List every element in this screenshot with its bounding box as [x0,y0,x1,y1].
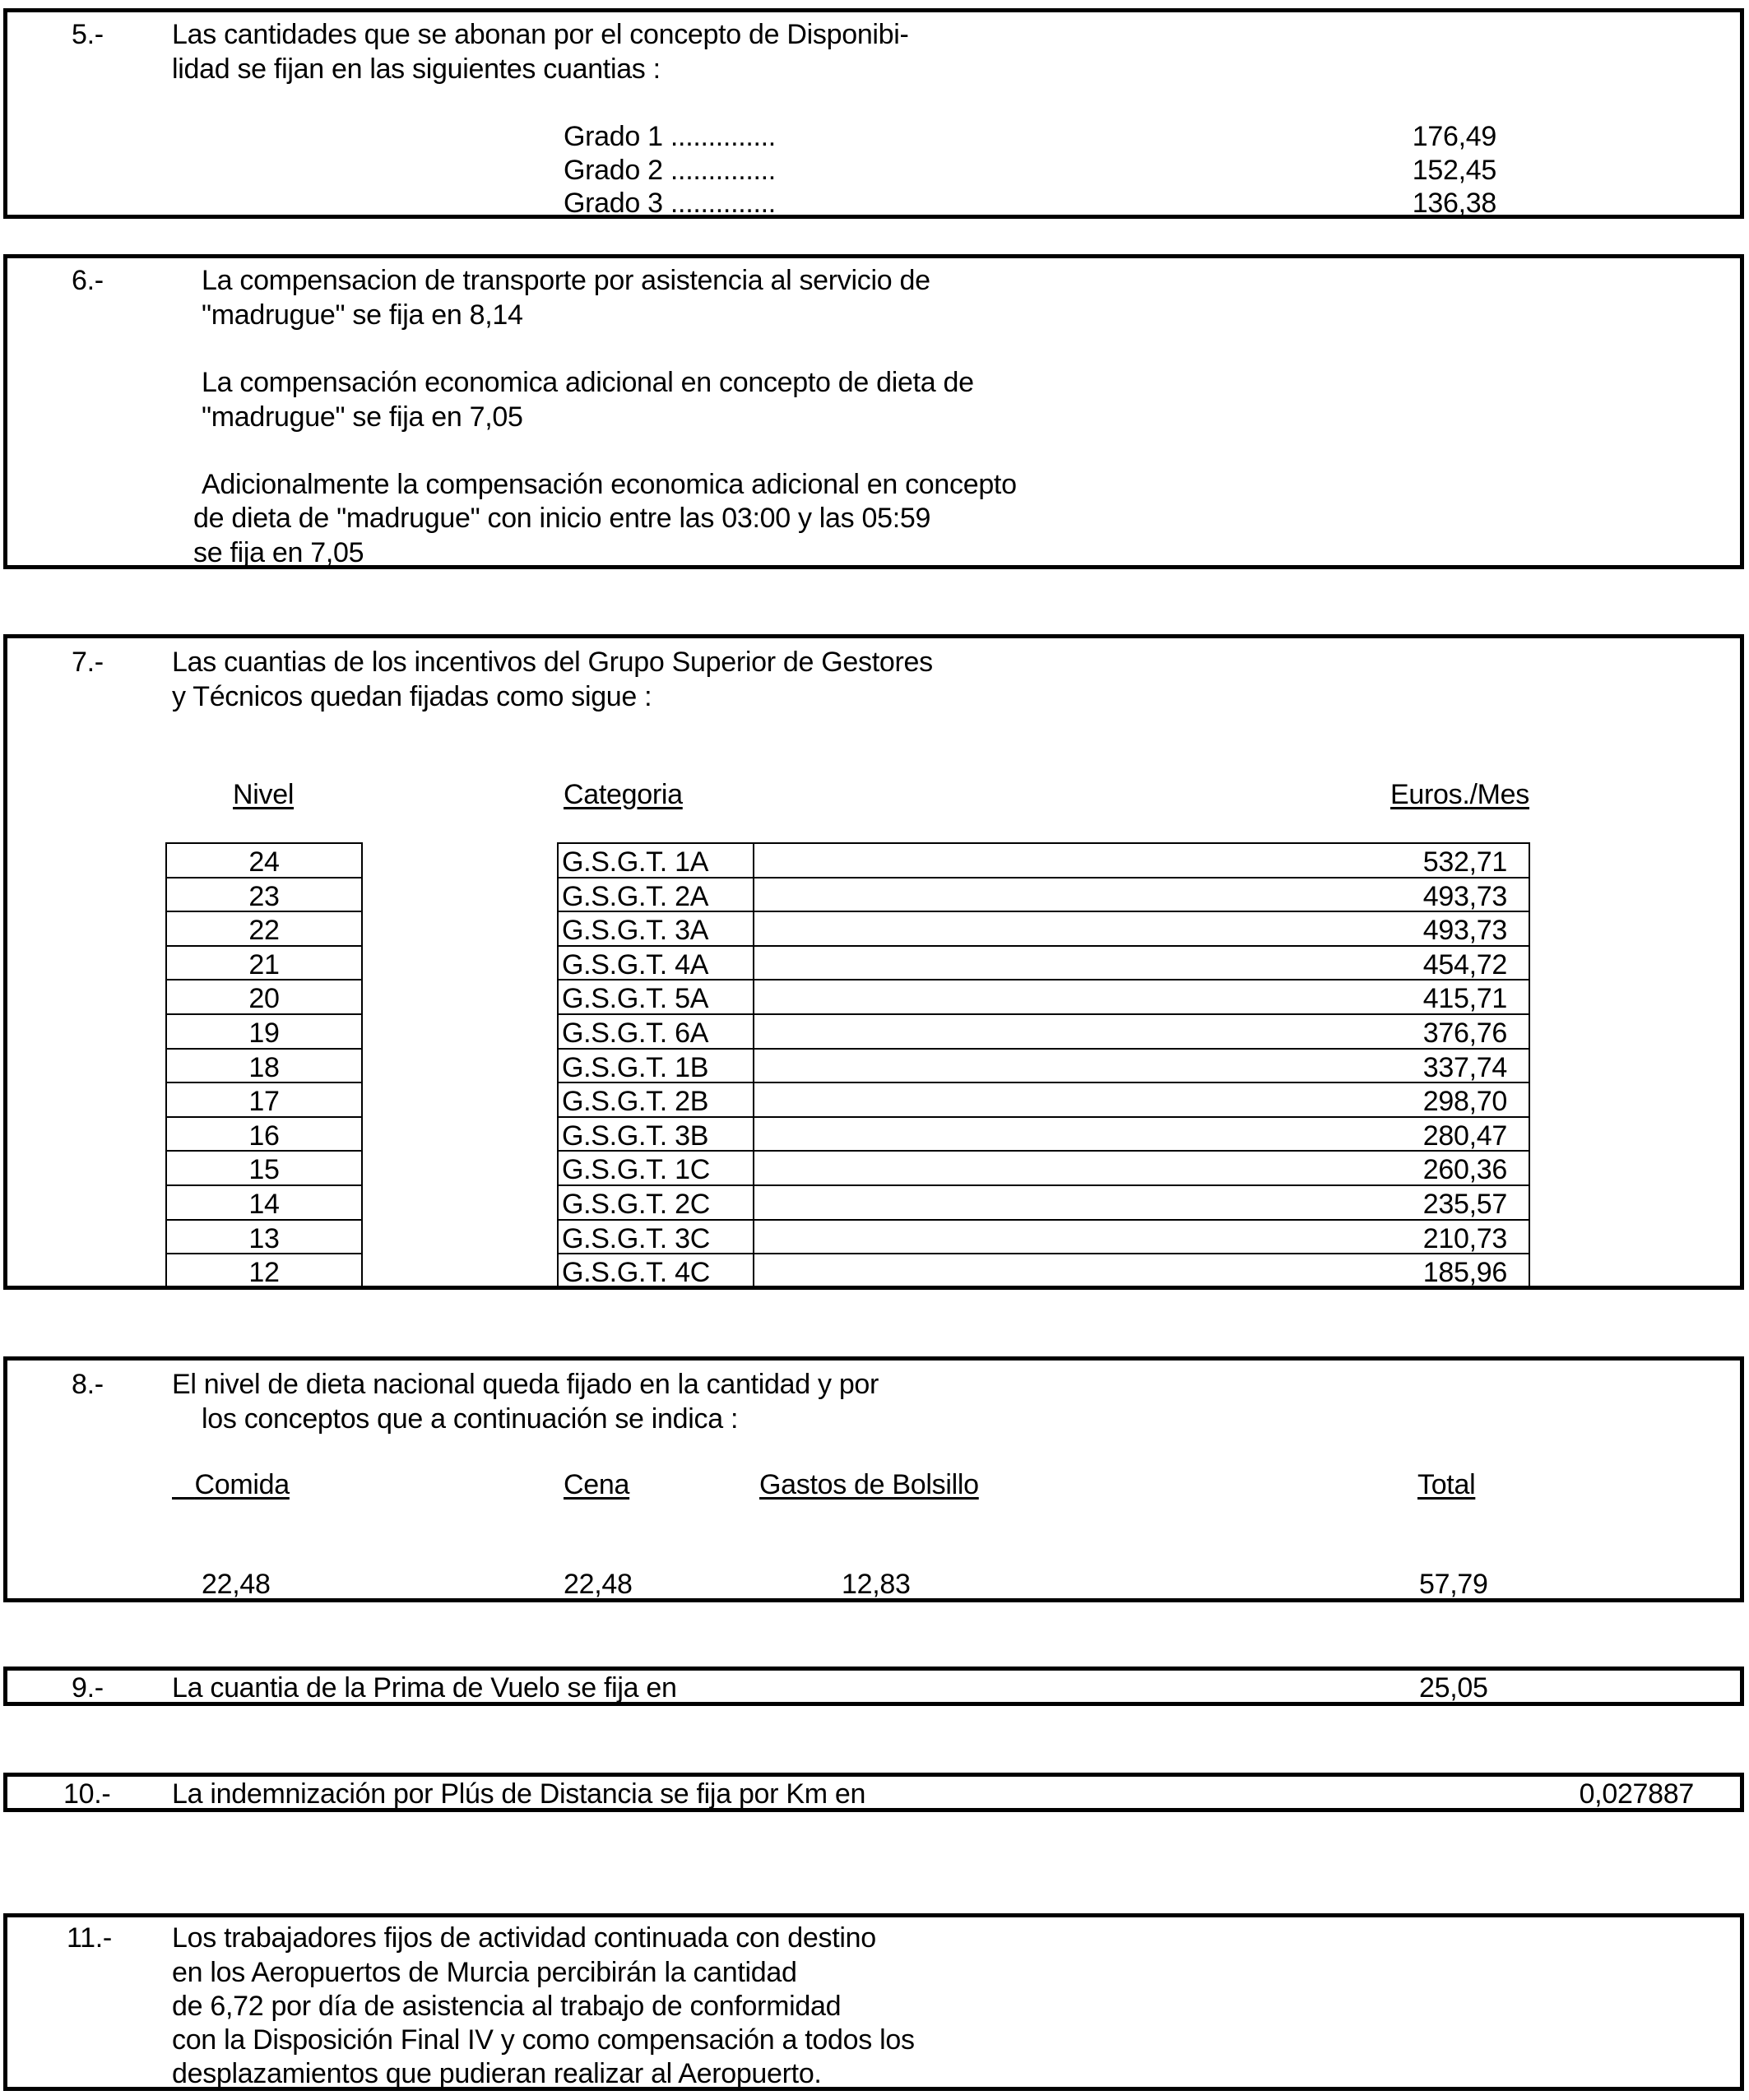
table-cell-categoria [557,1048,754,1084]
table-cell-nivel-text: 24 [248,846,280,878]
table-cell-nivel [165,1048,363,1084]
section-7 [3,634,1744,1290]
table-cell-categoria-text: G.S.G.T. 6A [562,1018,709,1049]
value-total: 57,79 [1419,1569,1488,1600]
value-cena: 22,48 [564,1569,633,1600]
table-cell-categoria [557,979,754,1015]
grade-value: 136,38 [1412,188,1496,219]
table-cell-nivel-text: 16 [248,1120,280,1152]
table-cell-nivel-text: 15 [248,1154,280,1186]
table-cell-categoria [557,1082,754,1118]
section-text-line: "madrugue" se fija en 8,14 [202,299,523,331]
table-cell-nivel-text: 13 [248,1222,280,1254]
table-cell-euros-text: 415,71 [1422,983,1507,1015]
section-text-line: La compensacion de transporte por asistencia al servicio de [202,265,930,296]
table-cell-categoria [557,1219,754,1255]
table-cell-nivel-text: 22 [248,915,280,947]
section-10 [3,1773,1744,1812]
table-cell-categoria [557,1116,754,1152]
column-header-total: Total [1417,1469,1476,1500]
section-text: La cuantia de la Prima de Vuelo se fija en [172,1672,677,1704]
section-text-line: y Técnicos quedan fijadas como sigue : [172,681,652,712]
table-cell-nivel [165,1082,363,1118]
table-cell-categoria-text: G.S.G.T. 3A [562,915,709,947]
section-text-line: La compensación economica adicional en concepto de dieta de [202,367,974,398]
section-number: 7.- [72,647,104,678]
table-cell-euros [753,1013,1530,1050]
section-text-line: de 6,72 por día de asistencia al trabajo de conformidad [172,1991,842,2022]
table-cell-euros [753,1219,1530,1255]
section-text-line: con la Disposición Final IV y como compensación a todos los [172,2024,915,2056]
table-cell-euros [753,1116,1530,1152]
table-cell-euros [753,877,1530,913]
table-cell-nivel-text: 18 [248,1051,280,1083]
table-cell-nivel-text: 21 [248,948,280,980]
section-6 [3,254,1744,569]
table-cell-nivel [165,911,363,947]
table-cell-nivel [165,1184,363,1221]
section-text-line: desplazamientos que pudieran realizar al Aeropuerto. [172,2058,822,2089]
table-cell-euros-text: 454,72 [1422,948,1507,980]
section-text-line: en los Aeropuertos de Murcia percibirán la cantidad [172,1957,797,1988]
table-cell-categoria-text: G.S.G.T. 1A [562,846,709,878]
table-cell-nivel [165,1253,363,1289]
table-cell-categoria-text: G.S.G.T. 4C [562,1257,710,1289]
table-cell-categoria [557,1150,754,1186]
table-cell-euros [753,1184,1530,1221]
table-cell-nivel-text: 20 [248,983,280,1015]
section-9 [3,1667,1744,1706]
table-cell-nivel [165,979,363,1015]
table-cell-categoria [557,911,754,947]
section-value: 25,05 [1419,1672,1488,1704]
table-cell-categoria-text: G.S.G.T. 3B [562,1120,709,1152]
table-cell-nivel [165,877,363,913]
table-cell-euros-text: 280,47 [1422,1120,1507,1152]
table-cell-nivel [165,945,363,981]
table-cell-euros [753,979,1530,1015]
column-header-nivel: Nivel [233,779,295,810]
section-5 [3,8,1744,219]
section-value: 0,027887 [1579,1778,1694,1810]
table-cell-euros-text: 260,36 [1422,1154,1507,1186]
section-number: 11.- [67,1922,112,1954]
table-cell-nivel [165,1150,363,1186]
value-gastos: 12,83 [842,1569,911,1600]
section-8 [3,1356,1744,1602]
table-cell-categoria-text: G.S.G.T. 2A [562,880,709,912]
grade-label: Grado 3 .............. [564,188,776,219]
section-number: 6.- [72,265,104,296]
column-header-cena: Cena [564,1469,630,1500]
table-cell-categoria [557,877,754,913]
table-cell-nivel-text: 12 [248,1257,280,1289]
column-header-gastos: Gastos de Bolsillo [759,1469,979,1500]
table-cell-euros-text: 493,73 [1422,880,1507,912]
table-cell-categoria-text: G.S.G.T. 5A [562,983,709,1015]
table-cell-euros-text: 185,96 [1422,1257,1507,1289]
table-cell-euros [753,1048,1530,1084]
table-cell-categoria [557,1013,754,1050]
table-cell-euros-text: 298,70 [1422,1086,1507,1118]
section-number: 10.- [63,1778,111,1810]
section-text-line: El nivel de dieta nacional queda fijado en la cantidad y por [172,1369,879,1400]
table-cell-categoria-text: G.S.G.T. 1C [562,1154,710,1186]
value-comida: 22,48 [202,1569,271,1600]
table-cell-euros [753,842,1530,878]
section-text-line: Las cantidades que se abonan por el concepto de Disponibi- [172,19,909,50]
section-text-line: los conceptos que a continuación se indica : [202,1403,739,1435]
table-cell-euros [753,1082,1530,1118]
section-text-line: Las cuantias de los incentivos del Grupo Superior de Gestores [172,647,933,678]
column-header-comida: Comida [194,1469,290,1500]
section-text-line: lidad se fijan en las siguientes cuantias : [172,53,661,85]
column-header-euros: Euros./Mes [1390,779,1529,810]
section-text: La indemnización por Plús de Distancia se fija por Km en [172,1778,866,1810]
section-text-line: de dieta de "madrugue" con inicio entre las 03:00 y las 05:59 [193,503,931,534]
table-cell-euros [753,945,1530,981]
table-cell-nivel-text: 14 [248,1189,280,1220]
table-cell-categoria-text: G.S.G.T. 2C [562,1189,710,1220]
table-cell-euros [753,1150,1530,1186]
section-text-line: Adicionalmente la compensación economica adicional en concepto [202,469,1017,500]
grade-label: Grado 2 .............. [564,155,776,186]
table-cell-euros-text: 493,73 [1422,915,1507,947]
table-cell-euros-text: 235,57 [1422,1189,1507,1220]
table-cell-categoria-text: G.S.G.T. 1B [562,1051,709,1083]
table-cell-nivel [165,842,363,878]
table-cell-euros-text: 376,76 [1422,1018,1507,1049]
section-text-line: Los trabajadores fijos de actividad continuada con destino [172,1922,876,1954]
table-cell-nivel-text: 17 [248,1086,280,1118]
column-header-categoria: Categoria [564,779,683,810]
table-cell-categoria-text: G.S.G.T. 4A [562,948,709,980]
table-cell-nivel [165,1219,363,1255]
table-cell-nivel-text: 19 [248,1018,280,1049]
table-cell-nivel [165,1013,363,1050]
section-11 [3,1913,1744,2091]
table-cell-nivel-text: 23 [248,880,280,912]
table-cell-categoria [557,1253,754,1289]
table-cell-nivel [165,1116,363,1152]
table-cell-categoria-text: G.S.G.T. 3C [562,1222,710,1254]
grade-label: Grado 1 .............. [564,121,776,152]
grade-value: 176,49 [1412,121,1496,152]
section-number: 5.- [72,19,104,50]
table-cell-categoria [557,1184,754,1221]
table-cell-categoria [557,945,754,981]
table-cell-categoria-text: G.S.G.T. 2B [562,1086,709,1118]
section-text-line: "madrugue" se fija en 7,05 [202,401,523,433]
grade-value: 152,45 [1412,155,1496,186]
table-cell-categoria [557,842,754,878]
table-cell-euros [753,911,1530,947]
section-number: 8.- [72,1369,104,1400]
table-cell-euros-text: 337,74 [1422,1051,1507,1083]
table-cell-euros [753,1253,1530,1289]
table-cell-euros-text: 532,71 [1422,846,1507,878]
section-number: 9.- [72,1672,104,1704]
table-cell-euros-text: 210,73 [1422,1222,1507,1254]
section-text-line: se fija en 7,05 [193,537,364,568]
